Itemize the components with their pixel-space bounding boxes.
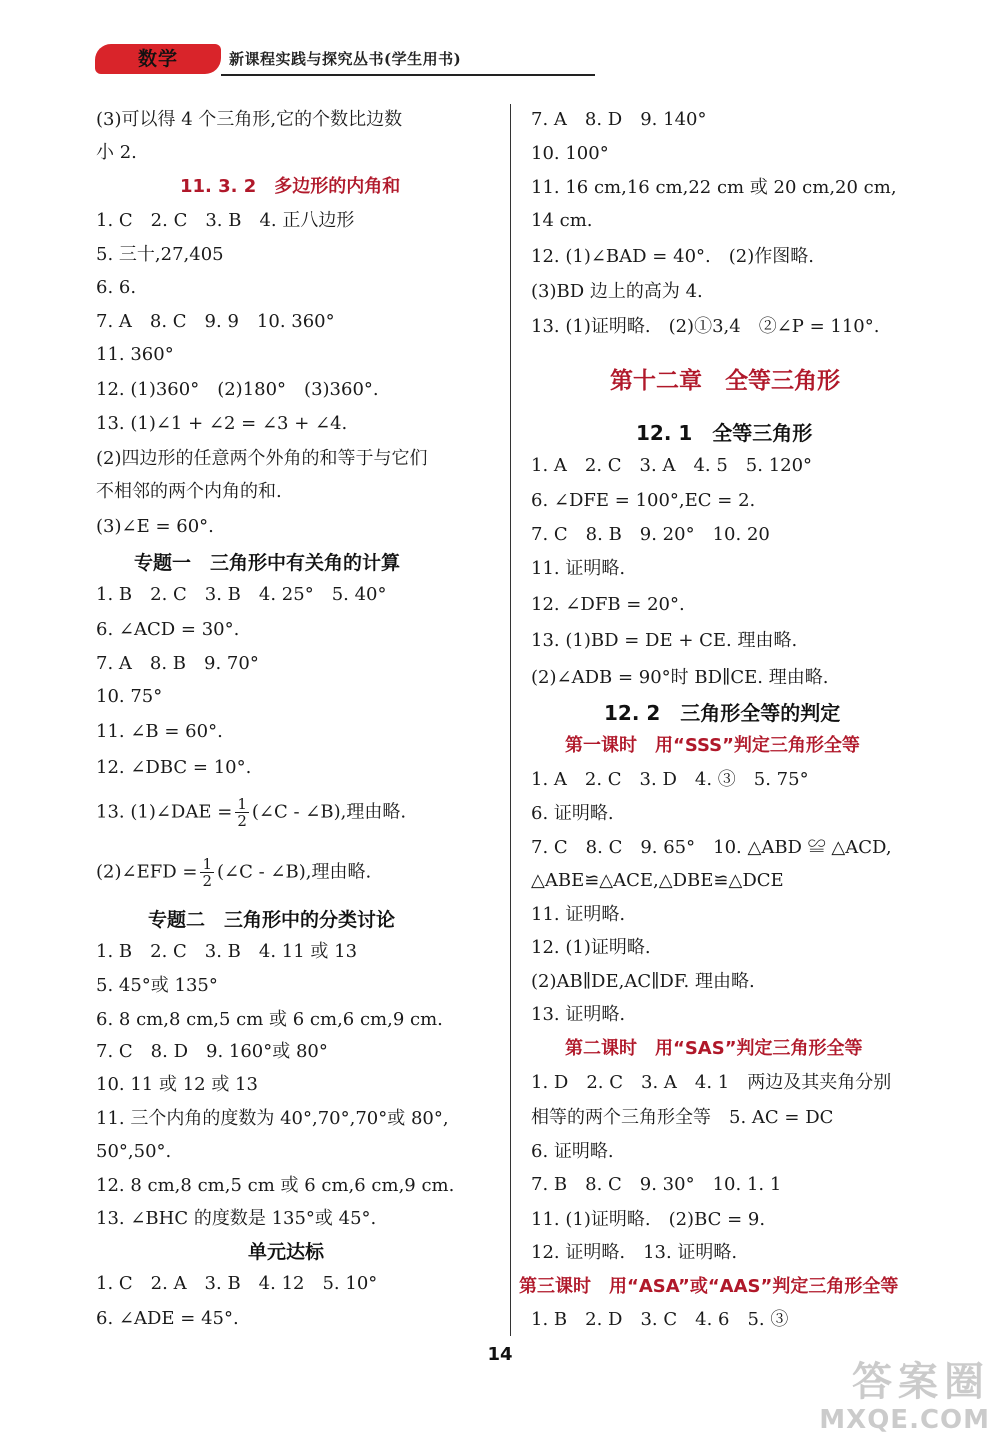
answer-line: 1. B 2. C 3. B 4. 25° 5. 40° xyxy=(96,584,387,605)
answer-line: 11. ∠B = 60°. xyxy=(96,721,223,742)
topic-heading: 专题一 三角形中有关角的计算 xyxy=(134,552,401,574)
series-title: 新课程实践与探究丛书(学生用书) xyxy=(229,50,462,68)
page-number: 14 xyxy=(487,1344,513,1365)
answer-line: 10. 11 或 12 或 13 xyxy=(96,1074,258,1095)
fraction-denominator: 2 xyxy=(237,812,247,830)
answer-line: 1. B 2. D 3. C 4. 6 5. ③ xyxy=(531,1309,789,1330)
answer-line: (3)BD 边上的高为 4. xyxy=(531,281,703,302)
fraction-prefix: 13. (1)∠DAE = xyxy=(96,801,233,823)
answer-line: 13. 证明略. xyxy=(531,1004,626,1025)
answer-line: 13. (1)BD = DE + CE. 理由略. xyxy=(531,630,798,651)
answer-line: 7. A 8. B 9. 70° xyxy=(96,653,259,674)
answer-line: 6. 6. xyxy=(96,277,137,298)
answer-line-fraction xyxy=(96,796,406,829)
answer-line: 6. 证明略. xyxy=(531,803,614,824)
answer-line: 1. A 2. C 3. D 4. ③ 5. 75° xyxy=(531,769,809,790)
answer-line: 14 cm. xyxy=(531,210,593,231)
chapter-heading: 第十二章 全等三角形 xyxy=(610,368,840,394)
answer-line: 50°,50°. xyxy=(96,1141,172,1162)
answer-line: 7. C 8. B 9. 20° 10. 20 xyxy=(531,524,770,545)
lesson-heading: 第二课时 用“SAS”判定三角形全等 xyxy=(565,1038,863,1059)
answer-line: 10. 100° xyxy=(531,143,609,164)
answer-line: 12. (1)∠BAD = 40°. (2)作图略. xyxy=(531,246,814,267)
answer-line: 12. (1)证明略. xyxy=(531,937,651,958)
answer-line: 13. (1)∠1 + ∠2 = ∠3 + ∠4. xyxy=(96,413,348,434)
column-divider xyxy=(510,104,511,1336)
answer-line: 相等的两个三角形全等 5. AC = DC xyxy=(531,1107,834,1128)
fraction-prefix: (2)∠EFD = xyxy=(96,861,198,883)
answer-line: 1. B 2. C 3. B 4. 11 或 13 xyxy=(96,941,358,962)
fraction-suffix: (∠C - ∠B),理由略. xyxy=(251,801,407,823)
answer-line: 7. A 8. C 9. 9 10. 360° xyxy=(96,311,335,332)
header-rule xyxy=(221,74,595,76)
answer-line-fraction xyxy=(96,856,371,889)
answer-line: 12. ∠DFB = 20°. xyxy=(531,594,685,615)
answer-line: 小 2. xyxy=(96,142,137,163)
answer-line: 1. D 2. C 3. A 4. 1 两边及其夹角分别 xyxy=(531,1072,892,1093)
watermark-logo xyxy=(810,1360,990,1436)
answer-line: 7. A 8. D 9. 140° xyxy=(531,109,707,130)
answer-line: 6. 证明略. xyxy=(531,1141,614,1162)
answer-line: 12. 8 cm,8 cm,5 cm 或 6 cm,6 cm,9 cm. xyxy=(96,1175,455,1196)
fraction-suffix: (∠C - ∠B),理由略. xyxy=(217,861,372,883)
answer-line: 6. ∠DFE = 100°,EC = 2. xyxy=(531,490,756,511)
answer-line: (3)可以得 4 个三角形,它的个数比边数 xyxy=(96,109,403,130)
answer-line: 10. 75° xyxy=(96,686,163,707)
answer-line: (3)∠E = 60°. xyxy=(96,516,214,537)
answer-line: 7. B 8. C 9. 30° 10. 1. 1 xyxy=(531,1174,782,1195)
answer-line: 6. ∠ADE = 45°. xyxy=(96,1308,239,1329)
fraction xyxy=(235,796,249,829)
section-heading: 11. 3. 2 多边形的内角和 xyxy=(180,176,401,197)
answer-line: △ABE≌△ACE,△DBE≌△DCE xyxy=(531,870,784,891)
answer-line: 11. 证明略. xyxy=(531,558,626,579)
answer-line: (2)四边形的任意两个外角的和等于与它们 xyxy=(96,448,428,469)
section-heading: 12. 2 三角形全等的判定 xyxy=(604,701,841,725)
answer-line: 13. (1)证明略. (2)①3,4 ②∠P = 110°. xyxy=(531,316,880,337)
fraction-denominator: 2 xyxy=(202,872,212,890)
watermark-text: 答案圈 xyxy=(852,1359,990,1405)
answer-line: 11. 证明略. xyxy=(531,904,626,925)
answer-line: 11. 16 cm,16 cm,22 cm 或 20 cm,20 cm, xyxy=(531,177,897,198)
answer-line: 7. C 8. C 9. 65° 10. △ABD ≌ △ACD, xyxy=(531,837,892,858)
fraction xyxy=(200,856,214,889)
answer-line: 7. C 8. D 9. 160°或 80° xyxy=(96,1041,328,1062)
answer-line: 12. (1)360° (2)180° (3)360°. xyxy=(96,379,379,400)
answer-line: (2)AB∥DE,AC∥DF. 理由略. xyxy=(531,971,755,992)
answer-line: 12. ∠DBC = 10°. xyxy=(96,757,252,778)
answer-line: 不相邻的两个内角的和. xyxy=(96,481,282,502)
lesson-heading: 第一课时 用“SSS”判定三角形全等 xyxy=(565,735,860,756)
answer-line: 12. 证明略. 13. 证明略. xyxy=(531,1242,738,1263)
answer-line: 13. ∠BHC 的度数是 135°或 45°. xyxy=(96,1208,377,1229)
answer-line: 5. 45°或 135° xyxy=(96,975,218,996)
topic-heading: 专题二 三角形中的分类讨论 xyxy=(148,909,396,931)
topic-heading: 单元达标 xyxy=(248,1241,325,1263)
section-heading: 12. 1 全等三角形 xyxy=(636,421,813,445)
page-header xyxy=(95,44,495,78)
answer-line: 5. 三十,27,405 xyxy=(96,244,224,265)
answer-line: 1. A 2. C 3. A 4. 5 5. 120° xyxy=(531,455,813,476)
answer-line: (2)∠ADB = 90°时 BD∥CE. 理由略. xyxy=(531,667,829,688)
fraction-numerator: 1 xyxy=(202,855,212,873)
answer-line: 6. ∠ACD = 30°. xyxy=(96,619,240,640)
answer-line: 11. (1)证明略. (2)BC = 9. xyxy=(531,1209,766,1230)
answer-line: 11. 360° xyxy=(96,344,174,365)
answer-line: 11. 三个内角的度数为 40°,70°,70°或 80°, xyxy=(96,1108,449,1129)
answer-line: 1. C 2. C 3. B 4. 正八边形 xyxy=(96,210,355,231)
answer-line: 1. C 2. A 3. B 4. 12 5. 10° xyxy=(96,1273,378,1294)
subject-badge: 数学 xyxy=(95,44,221,74)
watermark-url: MXQE.COM xyxy=(819,1405,990,1435)
lesson-heading: 第三课时 用“ASA”或“AAS”判定三角形全等 xyxy=(519,1276,899,1297)
answer-line: 6. 8 cm,8 cm,5 cm 或 6 cm,6 cm,9 cm. xyxy=(96,1009,443,1030)
fraction-numerator: 1 xyxy=(237,795,247,813)
